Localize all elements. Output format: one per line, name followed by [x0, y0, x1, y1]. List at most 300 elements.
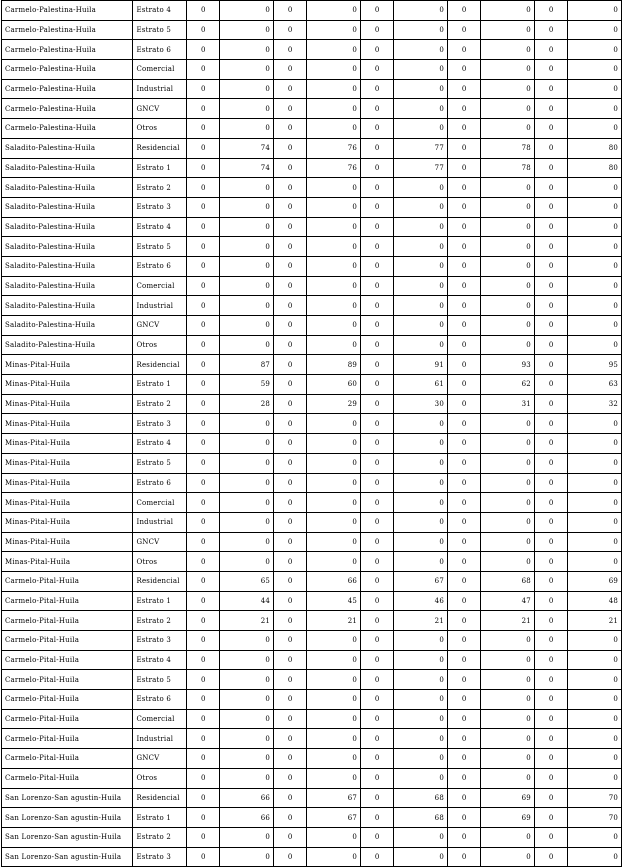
location-cell: Carmelo-Palestina-Huila	[2, 119, 133, 139]
value-cell: 0	[394, 670, 448, 690]
value-cell: 0	[187, 571, 220, 591]
value-cell: 21	[568, 611, 622, 631]
value-cell: 0	[568, 276, 622, 296]
value-cell: 0	[361, 473, 394, 493]
value-cell: 0	[361, 571, 394, 591]
value-cell: 0	[274, 827, 307, 847]
value-cell: 0	[534, 532, 567, 552]
value-cell: 47	[481, 591, 535, 611]
category-cell: Residencial	[133, 788, 187, 808]
value-cell: 0	[220, 749, 274, 769]
value-cell: 76	[307, 158, 361, 178]
value-cell: 67	[394, 571, 448, 591]
value-cell: 0	[307, 827, 361, 847]
value-cell: 0	[187, 296, 220, 316]
location-cell: Carmelo-Pital-Huila	[2, 611, 133, 631]
value-cell: 68	[394, 808, 448, 828]
category-cell: Residencial	[133, 571, 187, 591]
category-cell: Comercial	[133, 493, 187, 513]
value-cell: 0	[220, 237, 274, 257]
value-cell: 0	[481, 237, 535, 257]
value-cell: 0	[187, 788, 220, 808]
value-cell: 0	[534, 237, 567, 257]
value-cell: 0	[394, 709, 448, 729]
value-cell: 95	[568, 355, 622, 375]
value-cell: 0	[447, 158, 480, 178]
value-cell: 0	[568, 532, 622, 552]
value-cell: 0	[481, 827, 535, 847]
value-cell: 0	[534, 99, 567, 119]
value-cell: 0	[307, 532, 361, 552]
value-cell: 0	[447, 355, 480, 375]
location-cell: San Lorenzo-San agustin-Huila	[2, 808, 133, 828]
value-cell: 0	[568, 670, 622, 690]
value-cell: 0	[534, 827, 567, 847]
value-cell: 0	[447, 473, 480, 493]
value-cell: 0	[394, 768, 448, 788]
value-cell: 0	[274, 729, 307, 749]
value-cell: 0	[220, 473, 274, 493]
value-cell: 0	[394, 434, 448, 454]
location-cell: Saladito-Palestina-Huila	[2, 178, 133, 198]
table-row	[2, 217, 622, 237]
value-cell: 0	[361, 355, 394, 375]
value-cell: 0	[447, 631, 480, 651]
value-cell: 0	[187, 611, 220, 631]
value-cell: 0	[447, 375, 480, 395]
value-cell: 0	[481, 217, 535, 237]
value-cell: 0	[481, 119, 535, 139]
category-cell: Comercial	[133, 60, 187, 80]
value-cell: 0	[307, 119, 361, 139]
table-row	[2, 631, 622, 651]
value-cell: 0	[274, 178, 307, 198]
value-cell: 0	[534, 316, 567, 336]
value-cell: 0	[534, 296, 567, 316]
value-cell: 0	[187, 493, 220, 513]
value-cell: 77	[394, 138, 448, 158]
value-cell: 0	[534, 493, 567, 513]
value-cell: 0	[361, 847, 394, 867]
value-cell: 0	[394, 827, 448, 847]
value-cell: 0	[394, 532, 448, 552]
value-cell: 0	[187, 473, 220, 493]
value-cell: 0	[447, 827, 480, 847]
value-cell: 0	[307, 650, 361, 670]
value-cell: 0	[534, 40, 567, 60]
value-cell: 0	[481, 847, 535, 867]
category-cell: Estrato 2	[133, 827, 187, 847]
value-cell: 0	[481, 1, 535, 21]
value-cell: 0	[447, 729, 480, 749]
value-cell: 0	[361, 296, 394, 316]
value-cell: 0	[187, 827, 220, 847]
value-cell: 0	[361, 237, 394, 257]
value-cell: 0	[220, 316, 274, 336]
value-cell: 0	[274, 20, 307, 40]
location-cell: Minas-Pital-Huila	[2, 355, 133, 375]
value-cell: 66	[220, 788, 274, 808]
value-cell: 0	[361, 650, 394, 670]
value-cell: 0	[394, 276, 448, 296]
value-cell: 0	[220, 79, 274, 99]
value-cell: 0	[447, 394, 480, 414]
value-cell: 0	[220, 847, 274, 867]
value-cell: 0	[307, 690, 361, 710]
value-cell: 0	[534, 650, 567, 670]
value-cell: 69	[481, 808, 535, 828]
value-cell: 0	[361, 631, 394, 651]
value-cell: 0	[394, 414, 448, 434]
value-cell: 0	[274, 709, 307, 729]
value-cell: 0	[307, 493, 361, 513]
location-cell: Saladito-Palestina-Huila	[2, 276, 133, 296]
value-cell: 0	[394, 749, 448, 769]
category-cell: Estrato 6	[133, 473, 187, 493]
table-row	[2, 808, 622, 828]
value-cell: 0	[187, 453, 220, 473]
category-cell: Industrial	[133, 296, 187, 316]
value-cell: 0	[447, 453, 480, 473]
location-cell: Minas-Pital-Huila	[2, 434, 133, 454]
table-body	[2, 1, 622, 867]
value-cell: 0	[568, 631, 622, 651]
category-cell: Estrato 4	[133, 650, 187, 670]
category-cell: Estrato 5	[133, 20, 187, 40]
value-cell: 0	[447, 296, 480, 316]
value-cell: 0	[361, 434, 394, 454]
location-cell: Minas-Pital-Huila	[2, 552, 133, 572]
category-cell: Estrato 6	[133, 40, 187, 60]
value-cell: 0	[568, 709, 622, 729]
value-cell: 0	[568, 650, 622, 670]
table-row	[2, 532, 622, 552]
value-cell: 0	[394, 119, 448, 139]
table-row	[2, 197, 622, 217]
value-cell: 0	[274, 591, 307, 611]
location-cell: Carmelo-Pital-Huila	[2, 749, 133, 769]
category-cell: Estrato 5	[133, 237, 187, 257]
value-cell: 0	[220, 532, 274, 552]
value-cell: 0	[394, 650, 448, 670]
category-cell: Estrato 6	[133, 690, 187, 710]
value-cell: 0	[447, 99, 480, 119]
value-cell: 0	[307, 709, 361, 729]
value-cell: 0	[394, 631, 448, 651]
location-cell: San Lorenzo-San agustin-Huila	[2, 788, 133, 808]
value-cell: 0	[534, 552, 567, 572]
value-cell: 0	[274, 375, 307, 395]
value-cell: 0	[361, 40, 394, 60]
value-cell: 0	[220, 1, 274, 21]
value-cell: 0	[274, 749, 307, 769]
table-row	[2, 709, 622, 729]
value-cell: 0	[274, 631, 307, 651]
value-cell: 0	[187, 670, 220, 690]
value-cell: 0	[568, 847, 622, 867]
value-cell: 0	[274, 276, 307, 296]
table-row	[2, 552, 622, 572]
value-cell: 0	[481, 493, 535, 513]
value-cell: 0	[394, 178, 448, 198]
value-cell: 87	[220, 355, 274, 375]
value-cell: 0	[187, 434, 220, 454]
value-cell: 0	[220, 256, 274, 276]
value-cell: 0	[361, 709, 394, 729]
value-cell: 0	[568, 79, 622, 99]
value-cell: 0	[447, 237, 480, 257]
table-row	[2, 473, 622, 493]
value-cell: 77	[394, 158, 448, 178]
location-cell: Saladito-Palestina-Huila	[2, 237, 133, 257]
value-cell: 0	[274, 808, 307, 828]
value-cell: 0	[481, 316, 535, 336]
location-cell: Saladito-Palestina-Huila	[2, 335, 133, 355]
value-cell: 0	[534, 768, 567, 788]
location-cell: Carmelo-Pital-Huila	[2, 650, 133, 670]
value-cell: 0	[394, 20, 448, 40]
value-cell: 89	[307, 355, 361, 375]
value-cell: 0	[274, 79, 307, 99]
value-cell: 0	[220, 335, 274, 355]
value-cell: 0	[307, 473, 361, 493]
value-cell: 0	[274, 512, 307, 532]
value-cell: 0	[534, 729, 567, 749]
value-cell: 0	[307, 79, 361, 99]
value-cell: 65	[220, 571, 274, 591]
value-cell: 0	[220, 414, 274, 434]
value-cell: 0	[534, 375, 567, 395]
value-cell: 70	[568, 808, 622, 828]
value-cell: 0	[568, 316, 622, 336]
value-cell: 45	[307, 591, 361, 611]
value-cell: 0	[187, 729, 220, 749]
value-cell: 0	[220, 453, 274, 473]
table-row	[2, 335, 622, 355]
table-row	[2, 316, 622, 336]
category-cell: GNCV	[133, 316, 187, 336]
table-row	[2, 453, 622, 473]
table-row	[2, 591, 622, 611]
value-cell: 0	[274, 650, 307, 670]
value-cell: 0	[534, 631, 567, 651]
value-cell: 30	[394, 394, 448, 414]
table-row	[2, 827, 622, 847]
value-cell: 0	[274, 493, 307, 513]
consumption-table	[1, 0, 622, 867]
value-cell: 78	[481, 158, 535, 178]
table-row	[2, 414, 622, 434]
category-cell: Estrato 2	[133, 611, 187, 631]
value-cell: 0	[394, 256, 448, 276]
value-cell: 76	[307, 138, 361, 158]
value-cell: 0	[534, 788, 567, 808]
value-cell: 0	[447, 276, 480, 296]
location-cell: Minas-Pital-Huila	[2, 453, 133, 473]
value-cell: 0	[568, 40, 622, 60]
value-cell: 0	[481, 99, 535, 119]
location-cell: Carmelo-Pital-Huila	[2, 768, 133, 788]
category-cell: Estrato 5	[133, 453, 187, 473]
value-cell: 0	[447, 650, 480, 670]
value-cell: 0	[534, 611, 567, 631]
value-cell: 0	[481, 473, 535, 493]
value-cell: 0	[394, 40, 448, 60]
value-cell: 0	[481, 178, 535, 198]
table-row	[2, 138, 622, 158]
value-cell: 0	[447, 768, 480, 788]
value-cell: 0	[361, 1, 394, 21]
value-cell: 0	[274, 571, 307, 591]
value-cell: 0	[361, 276, 394, 296]
value-cell: 0	[361, 493, 394, 513]
value-cell: 0	[394, 690, 448, 710]
value-cell: 0	[481, 79, 535, 99]
value-cell: 0	[274, 414, 307, 434]
value-cell: 0	[361, 749, 394, 769]
value-cell: 0	[187, 60, 220, 80]
value-cell: 0	[534, 178, 567, 198]
value-cell: 0	[307, 670, 361, 690]
value-cell: 32	[568, 394, 622, 414]
table-row	[2, 158, 622, 178]
value-cell: 0	[534, 217, 567, 237]
value-cell: 0	[568, 768, 622, 788]
value-cell: 0	[568, 729, 622, 749]
value-cell: 0	[568, 119, 622, 139]
value-cell: 0	[447, 256, 480, 276]
value-cell: 0	[568, 827, 622, 847]
value-cell: 0	[220, 631, 274, 651]
value-cell: 0	[361, 119, 394, 139]
location-cell: Saladito-Palestina-Huila	[2, 158, 133, 178]
value-cell: 0	[394, 729, 448, 749]
value-cell: 0	[307, 40, 361, 60]
value-cell: 63	[568, 375, 622, 395]
value-cell: 0	[481, 650, 535, 670]
value-cell: 0	[274, 60, 307, 80]
value-cell: 0	[307, 20, 361, 40]
value-cell: 0	[307, 729, 361, 749]
value-cell: 0	[568, 434, 622, 454]
value-cell: 0	[447, 709, 480, 729]
value-cell: 0	[274, 768, 307, 788]
value-cell: 0	[361, 512, 394, 532]
table-row	[2, 20, 622, 40]
value-cell: 0	[568, 453, 622, 473]
value-cell: 0	[361, 217, 394, 237]
value-cell: 68	[394, 788, 448, 808]
value-cell: 0	[447, 197, 480, 217]
value-cell: 0	[187, 631, 220, 651]
value-cell: 0	[534, 158, 567, 178]
value-cell: 0	[568, 20, 622, 40]
value-cell: 0	[274, 197, 307, 217]
value-cell: 0	[447, 20, 480, 40]
value-cell: 0	[220, 670, 274, 690]
category-cell: Estrato 1	[133, 808, 187, 828]
value-cell: 0	[447, 670, 480, 690]
value-cell: 0	[534, 197, 567, 217]
value-cell: 0	[568, 1, 622, 21]
value-cell: 0	[481, 414, 535, 434]
category-cell: Estrato 1	[133, 158, 187, 178]
value-cell: 0	[274, 788, 307, 808]
value-cell: 0	[307, 512, 361, 532]
value-cell: 28	[220, 394, 274, 414]
value-cell: 0	[481, 729, 535, 749]
location-cell: Carmelo-Pital-Huila	[2, 591, 133, 611]
value-cell: 0	[274, 611, 307, 631]
category-cell: Estrato 3	[133, 414, 187, 434]
location-cell: Saladito-Palestina-Huila	[2, 316, 133, 336]
value-cell: 91	[394, 355, 448, 375]
value-cell: 80	[568, 138, 622, 158]
value-cell: 0	[220, 768, 274, 788]
table-row	[2, 296, 622, 316]
value-cell: 0	[220, 650, 274, 670]
value-cell: 0	[568, 473, 622, 493]
location-cell: San Lorenzo-San agustin-Huila	[2, 847, 133, 867]
value-cell: 0	[187, 650, 220, 670]
value-cell: 0	[187, 532, 220, 552]
value-cell: 0	[447, 512, 480, 532]
value-cell: 0	[307, 276, 361, 296]
value-cell: 0	[361, 394, 394, 414]
category-cell: Comercial	[133, 709, 187, 729]
value-cell: 0	[361, 552, 394, 572]
value-cell: 68	[481, 571, 535, 591]
value-cell: 0	[394, 296, 448, 316]
value-cell: 0	[187, 217, 220, 237]
value-cell: 0	[187, 690, 220, 710]
value-cell: 0	[187, 768, 220, 788]
value-cell: 0	[361, 375, 394, 395]
table-row	[2, 237, 622, 257]
value-cell: 0	[187, 808, 220, 828]
value-cell: 0	[534, 847, 567, 867]
value-cell: 78	[481, 138, 535, 158]
location-cell: Minas-Pital-Huila	[2, 493, 133, 513]
location-cell: Carmelo-Pital-Huila	[2, 571, 133, 591]
value-cell: 44	[220, 591, 274, 611]
value-cell: 0	[274, 119, 307, 139]
value-cell: 0	[568, 237, 622, 257]
value-cell: 0	[307, 197, 361, 217]
value-cell: 0	[307, 256, 361, 276]
table-row	[2, 650, 622, 670]
value-cell: 21	[220, 611, 274, 631]
value-cell: 0	[187, 591, 220, 611]
value-cell: 0	[481, 335, 535, 355]
category-cell: Otros	[133, 768, 187, 788]
value-cell: 0	[568, 178, 622, 198]
value-cell: 0	[568, 99, 622, 119]
value-cell: 0	[361, 670, 394, 690]
value-cell: 0	[447, 749, 480, 769]
value-cell: 61	[394, 375, 448, 395]
value-cell: 0	[361, 178, 394, 198]
value-cell: 0	[481, 709, 535, 729]
value-cell: 0	[187, 99, 220, 119]
table-row	[2, 1, 622, 21]
value-cell: 0	[361, 256, 394, 276]
value-cell: 0	[361, 414, 394, 434]
value-cell: 0	[361, 60, 394, 80]
value-cell: 0	[481, 768, 535, 788]
category-cell: Estrato 2	[133, 178, 187, 198]
value-cell: 0	[481, 434, 535, 454]
